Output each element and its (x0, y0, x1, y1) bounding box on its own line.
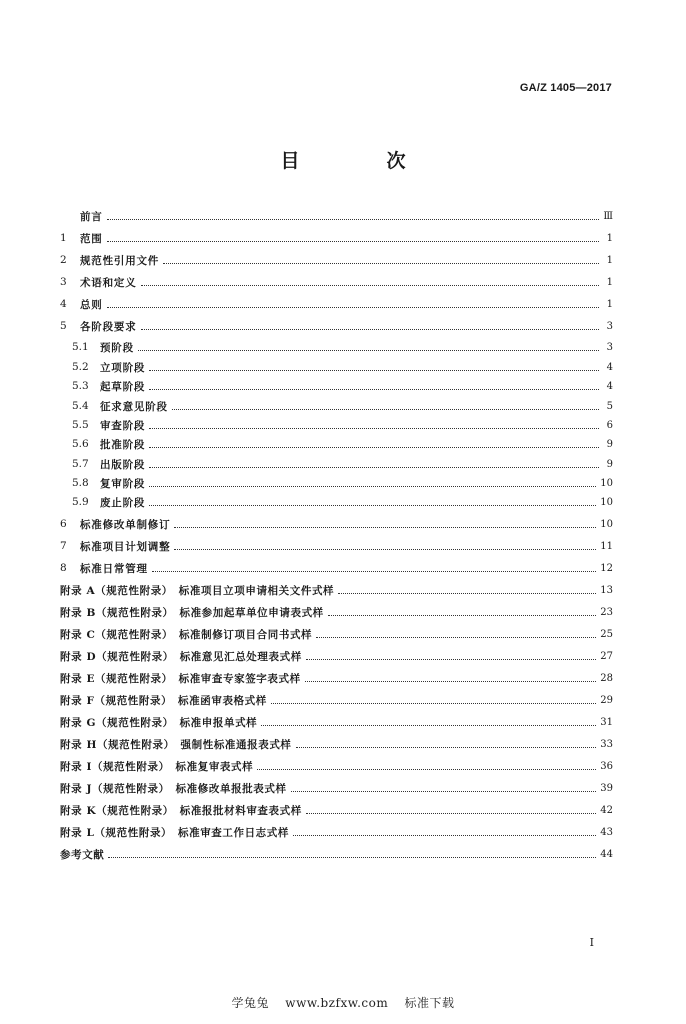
toc-leader-dots (172, 397, 599, 410)
toc-entry-page: 29 (600, 694, 613, 706)
toc-entry-number: 7 (60, 540, 67, 552)
toc-entry-number: 4 (60, 298, 67, 310)
toc-leader-dots (296, 735, 597, 748)
toc-entry[interactable] (60, 712, 613, 732)
toc-entry-page: Ⅲ (603, 210, 613, 222)
toc-entry-page: 13 (600, 584, 613, 596)
toc-entry-label: 附录 J（规范性附录） 标准修改单报批表式样 (60, 782, 287, 795)
toc-entry[interactable] (60, 646, 613, 666)
toc-leader-dots (261, 713, 596, 726)
toc-entry-page: 4 (606, 361, 613, 373)
toc-leader-dots (149, 435, 599, 448)
toc-entry-label: 附录 B（规范性附录） 标准参加起草单位申请表式样 (60, 606, 324, 619)
toc-entry[interactable] (60, 294, 613, 314)
toc-entry-page: 1 (606, 276, 613, 288)
toc-entry-page: 1 (606, 298, 613, 310)
toc-leader-dots (108, 845, 596, 858)
toc-entry-number: 5.6 (72, 438, 89, 450)
toc-entry-number: 2 (60, 254, 67, 266)
toc-entry-label: 附录 I（规范性附录） 标准复审表式样 (60, 760, 254, 773)
toc-entry-number: 5.5 (72, 419, 89, 431)
toc-leader-dots (174, 515, 596, 528)
toc-entry-number: 5.7 (72, 458, 89, 470)
toc-entry[interactable] (60, 734, 613, 754)
toc-entry-label: 复审阶段 (100, 477, 146, 490)
toc-entry-label: 出版阶段 (100, 458, 146, 471)
toc-entry[interactable] (60, 778, 613, 798)
toc-entry-label: 术语和定义 (80, 276, 137, 289)
toc-leader-dots (174, 537, 596, 550)
toc-entry[interactable] (60, 602, 613, 622)
toc-entry-page: 1 (606, 232, 613, 244)
page-number: I (589, 936, 594, 949)
toc-entry-page: 42 (600, 804, 613, 816)
toc-leader-dots (293, 823, 596, 836)
toc-leader-dots (163, 251, 599, 264)
toc-entry-page: 6 (606, 419, 613, 431)
toc-entry[interactable] (60, 376, 613, 396)
toc-entry-page: 5 (606, 400, 613, 412)
toc-leader-dots (107, 207, 599, 220)
toc-entry-page: 3 (606, 341, 613, 353)
standard-code: GA/Z 1405—2017 (519, 82, 612, 94)
toc-leader-dots (316, 625, 596, 638)
toc-leader-dots (149, 358, 599, 371)
toc-entry-number: 8 (60, 562, 67, 574)
toc-entry-page: 28 (600, 672, 613, 684)
toc-entry-page: 11 (600, 540, 613, 552)
toc-entry-page: 9 (606, 458, 613, 470)
toc-entry-page: 12 (600, 562, 613, 574)
toc-entry-page: 36 (600, 760, 613, 772)
toc-leader-dots (328, 603, 596, 616)
toc-leader-dots (306, 647, 596, 660)
toc-leader-dots (141, 273, 600, 286)
toc-entry-label: 标准修改单制修订 (80, 518, 171, 531)
toc-leader-dots (306, 801, 596, 814)
toc-entry-label: 附录 F（规范性附录） 标准函审表格式样 (60, 694, 267, 707)
toc-entry-label: 附录 A（规范性附录） 标准项目立项申请相关文件式样 (60, 584, 335, 597)
toc-entry[interactable] (60, 690, 613, 710)
toc-leader-dots (291, 779, 597, 792)
toc-entry[interactable] (60, 536, 613, 556)
toc-entry-label: 附录 H（规范性附录） 强制性标准通报表式样 (60, 738, 292, 751)
toc-entry[interactable] (60, 454, 613, 474)
toc-entry[interactable] (60, 415, 613, 435)
toc-entry-label: 附录 G（规范性附录） 标准申报单式样 (60, 716, 258, 729)
toc-leader-dots (149, 455, 599, 468)
toc-entry-label: 各阶段要求 (80, 320, 137, 333)
toc-entry[interactable] (60, 250, 613, 270)
toc-entry-page: 25 (600, 628, 613, 640)
toc-entry-label: 前言 (80, 210, 103, 223)
toc-entry-label: 标准日常管理 (80, 562, 148, 575)
toc-entry[interactable] (60, 514, 613, 534)
toc-leader-dots (305, 669, 597, 682)
toc-entry-page: 27 (600, 650, 613, 662)
toc-entry-page: 4 (606, 380, 613, 392)
toc-entry-page: 10 (600, 477, 613, 489)
toc-entry-label: 附录 C（规范性附录） 标准制修订项目合同书式样 (60, 628, 313, 641)
toc-entry[interactable] (60, 668, 613, 688)
toc-entry-label: 附录 E（规范性附录） 标准审查专家签字表式样 (60, 672, 301, 685)
toc-entry-page: 44 (600, 848, 613, 860)
toc-entry-label: 废止阶段 (100, 496, 146, 509)
toc-entry-page: 1 (606, 254, 613, 266)
toc-leader-dots (257, 757, 596, 770)
toc-entry-label: 参考文献 (60, 848, 105, 861)
toc-entry[interactable] (60, 434, 613, 454)
toc-entry-page: 33 (600, 738, 613, 750)
toc-entry-label: 规范性引用文件 (80, 254, 160, 267)
toc-entry-label: 标准项目计划调整 (80, 540, 171, 553)
footer-tagline: 标准下载 (404, 996, 455, 1010)
toc-leader-dots (149, 474, 596, 487)
toc-entry-label: 附录 L（规范性附录） 标准审查工作日志式样 (60, 826, 289, 839)
toc-entry[interactable] (60, 624, 613, 644)
footer-url[interactable]: www.bzfxw.com (285, 996, 389, 1010)
toc-entry-label: 批准阶段 (100, 438, 146, 451)
toc-entry[interactable] (60, 357, 613, 377)
footer-site-name: 学兔兔 (231, 996, 269, 1010)
footer-watermark (0, 994, 686, 1011)
toc-entry[interactable] (60, 844, 613, 864)
toc-entry-number: 5.4 (72, 400, 89, 412)
toc-entry-page: 31 (600, 716, 613, 728)
toc-leader-dots (138, 338, 599, 351)
toc-entry-number: 3 (60, 276, 67, 288)
toc-entry[interactable] (60, 756, 613, 776)
toc-entry-page: 43 (600, 826, 613, 838)
toc-leader-dots (149, 416, 599, 429)
toc-entry[interactable] (60, 822, 613, 842)
toc-entry[interactable] (60, 800, 613, 820)
toc-entry-number: 5.9 (72, 496, 89, 508)
toc-entry-page: 9 (606, 438, 613, 450)
toc-entry-label: 审查阶段 (100, 419, 146, 432)
toc-leader-dots (271, 691, 596, 704)
toc-entry-page: 10 (600, 518, 613, 530)
toc-entry-label: 范围 (80, 232, 103, 245)
toc-entry-label: 附录 D（规范性附录） 标准意见汇总处理表式样 (60, 650, 302, 663)
toc-entry[interactable] (60, 396, 613, 416)
toc-entry-number: 5.3 (72, 380, 89, 392)
toc-entry-label: 总则 (80, 298, 103, 311)
toc-entry[interactable] (60, 580, 613, 600)
page-title: 目 次 (280, 150, 440, 172)
toc-entry[interactable] (60, 316, 613, 336)
toc-entry-number: 5.1 (72, 341, 89, 353)
toc-leader-dots (152, 559, 596, 572)
toc-entry-label: 附录 K（规范性附录） 标准报批材料审查表式样 (60, 804, 302, 817)
toc-leader-dots (107, 295, 599, 308)
toc-entry[interactable] (60, 228, 613, 248)
toc-entry-page: 10 (600, 496, 613, 508)
toc-entry-number: 6 (60, 518, 67, 530)
toc-entry[interactable] (60, 206, 613, 226)
toc-entry-page: 3 (606, 320, 613, 332)
toc-entry-page: 39 (600, 782, 613, 794)
toc-entry[interactable] (60, 473, 613, 493)
toc-entry-page: 23 (600, 606, 613, 618)
toc-leader-dots (338, 581, 596, 594)
toc-entry-number: 5 (60, 320, 67, 332)
toc-entry-number: 5.8 (72, 477, 89, 489)
toc-entry-label: 预阶段 (100, 341, 134, 354)
toc-entry-label: 征求意见阶段 (100, 400, 168, 413)
toc-entry-label: 立项阶段 (100, 361, 146, 374)
toc-entry[interactable] (60, 558, 613, 578)
toc-entry-label: 起草阶段 (100, 380, 146, 393)
toc-entry[interactable] (60, 272, 613, 292)
toc-entry-number: 5.2 (72, 361, 89, 373)
toc-leader-dots (149, 493, 596, 506)
toc-entry-number: 1 (60, 232, 67, 244)
toc-entry[interactable] (60, 337, 613, 357)
toc-leader-dots (107, 229, 599, 242)
toc-entry[interactable] (60, 492, 613, 512)
toc-leader-dots (149, 377, 599, 390)
toc-leader-dots (141, 317, 600, 330)
